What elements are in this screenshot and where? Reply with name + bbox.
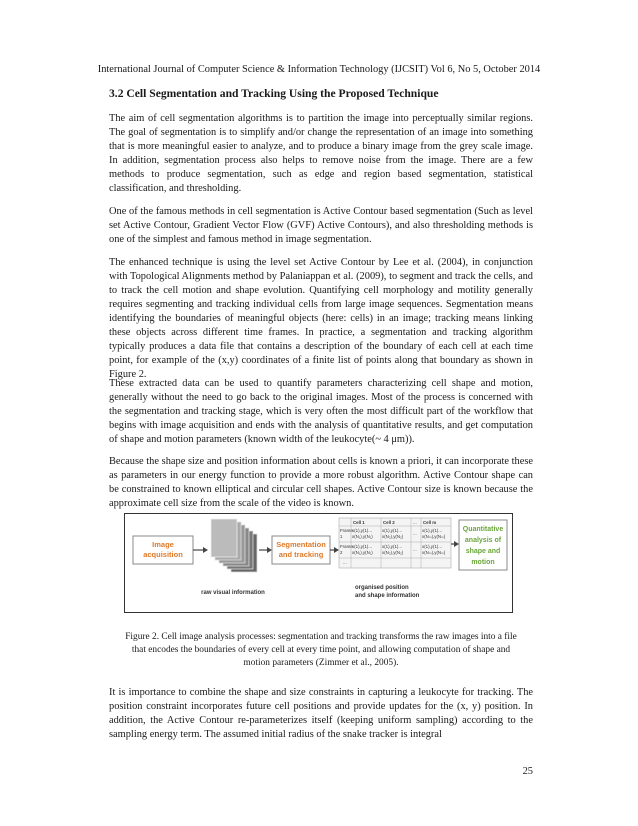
r1-cm-b: x(Nₘ),y(Nₘ)	[422, 534, 446, 539]
figure-diagram	[125, 514, 512, 612]
r1-c2-b: x(N₂),y(N₂)	[382, 534, 404, 539]
section-title: 3.2 Cell Segmentation and Tracking Using the Proposed Technique	[109, 87, 439, 100]
table-more-rows: ...	[343, 560, 347, 565]
image-acquisition-label-2: acquisition	[143, 550, 183, 559]
paragraph-5: Because the shape size and position information about cells is known a priori, it can incorporate these as parameters in our energy function to provide a more robust algorithm. Active Contour shape can be constrained to known elliptical and circular cell shapes. Active Contour size is known because the approximate cell size from the scale of the video is known.	[109, 456, 533, 509]
quantitative-label-3: shape and	[465, 548, 501, 555]
segmentation-label-1: Segmentation	[276, 540, 326, 549]
paragraph-1: The aim of cell segmentation algorithms is to partition the image into perceptually similar regions. The goal of segmentation is to simplify and/or change the representation of an image into something that is more meaningful easier to analyze, and to produce a binary image from the grey scale image. In addition, segmentation process also helps to remove noise from the image. There are a few methods to produce segmentation, such as edge and region based segmentation, statistical classification, and thresholding.	[109, 113, 533, 194]
organised-label-1: organised position	[355, 585, 409, 591]
caption-line-2: that encodes the boundaries of every cell at every time point, and allowing computation of shape and	[131, 645, 511, 655]
table-header-cell-m: Cell m	[423, 520, 437, 525]
quantitative-label-2: analysis of	[464, 537, 502, 544]
raw-image-stack	[211, 519, 257, 572]
figure-caption	[112, 631, 530, 670]
r2-cm-a: x(1),y(1)...	[422, 544, 443, 549]
r1-cm-a: x(1),y(1)...	[422, 528, 443, 533]
raw-visual-label: raw visual information	[201, 590, 265, 596]
frame-2-label: Frame	[340, 544, 353, 549]
r2-cm-b: x(Nₘ),y(Nₘ)	[422, 550, 446, 555]
r1-c1-a: x(1),y(1)...	[352, 528, 373, 533]
r2-c1-b: x(N₁),y(N₁)	[352, 550, 373, 555]
table-header-ellipsis: ...	[413, 520, 417, 525]
paragraph-4: These extracted data can be used to quantify parameters characterizing cell shape and motion, generally without the need to go back to the original images. Most of the process is concerned with the segmentation and tracking stage, which is very often the most difficult part of the workflow that begins with image acquisition and ends with the analysis of quantitative results, and get computation of shape and motion parameters (known width of the leukocyte(~ 4 μm)).	[109, 378, 533, 445]
segmentation-label-2: and tracking	[278, 550, 324, 559]
figure-2	[124, 513, 513, 613]
frame-1-label: Frame	[340, 528, 353, 533]
quantitative-label-1: Quantitative	[462, 526, 504, 533]
paragraph-2: One of the famous methods in cell segmentation is Active Contour based segmentation (Such as level set Active Contour, Gradient Vector Flow (GVF) Active Contours), and also thresholding methods is one of the simplest and famous method in image segmentation.	[109, 206, 533, 245]
paragraph-3: The enhanced technique is using the level set Active Contour by Lee et al. (2004), in conjunction with Topological Alignments method by Palaniappan et al. (2009), to segment and track the cells, and to track the cell motion and shape evolution. Quantifying cell morphology and motility generally requires segmenting and tracking individual cells from large image sequences. Segmentation means identifying the boundaries of meaningful objects (here: cells) in an image; tracking means linking these objects across different time frames. In practice, a segmentation and tracking algorithm typically produces a data file that contains a description of the boundary of each cell at each time point, for example of the (x,y) coordinates of a finite list of points along that boundary as shown in Figure 2.	[109, 257, 533, 380]
image-acquisition-label-1: Image	[152, 540, 174, 549]
quantitative-label-4: motion	[471, 559, 495, 566]
r2-c2-a: x(1),y(1)...	[382, 544, 403, 549]
journal-header: International Journal of Computer Science & Information Technology (IJCSIT) Vol 6, No 5, October 2014	[97, 64, 541, 75]
r2-ellipsis: ...	[413, 547, 417, 552]
table-header-cell-2: Cell 2	[383, 520, 395, 525]
caption-line-3: motion parameters (Zimmer et al., 2005).	[243, 658, 399, 668]
boundary-data-table	[339, 518, 451, 568]
r2-c2-b: x(N₂),y(N₂)	[382, 550, 404, 555]
r1-c1-b: x(N₁),y(N₁)	[352, 534, 373, 539]
organised-label-2: and shape information	[355, 593, 420, 599]
r1-c2-a: x(1),y(1)...	[382, 528, 403, 533]
page-number: 25	[522, 766, 533, 777]
frame-2-number: 2	[340, 550, 343, 555]
r1-ellipsis: ...	[413, 531, 417, 536]
table-header-cell-1: Cell 1	[353, 520, 365, 525]
paragraph-6: It is importance to combine the shape and size constraints in capturing a leukocyte for tracking. The position constraint incorporates future cell positions and provide updates for the (x, y) position. In addition, the Active Contour re-parameterizes itself (keeping uniform sampling) according to the sampling energy term. The assumed initial radius of the snake tracker is integral	[109, 687, 533, 740]
frame-1-number: 1	[340, 534, 343, 539]
r2-c1-a: x(1),y(1)...	[352, 544, 373, 549]
caption-line-1: Figure 2. Cell image analysis processes: segmentation and tracking transforms the raw images into a file	[125, 632, 517, 642]
